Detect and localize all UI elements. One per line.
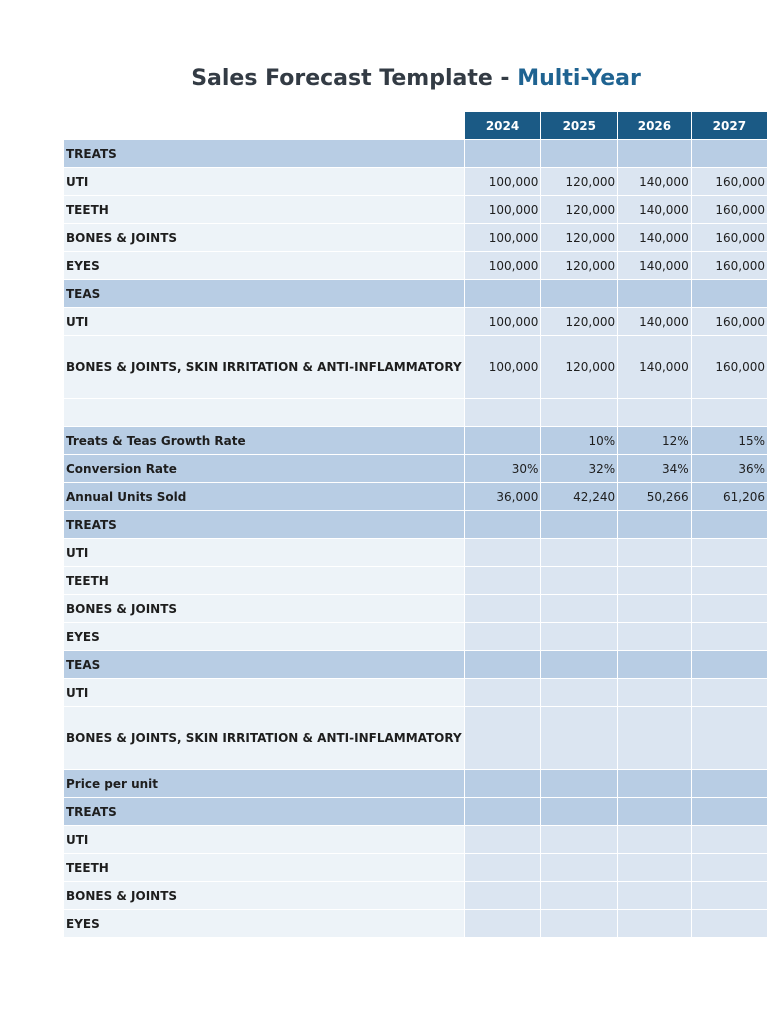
value-cell[interactable]: 36% xyxy=(691,455,767,483)
value-cell[interactable] xyxy=(464,707,541,770)
row-label-cell[interactable]: TREATS xyxy=(64,511,465,539)
value-cell[interactable] xyxy=(464,651,541,679)
value-cell[interactable] xyxy=(541,910,618,938)
row-label-cell[interactable]: EYES xyxy=(64,910,465,938)
table-row xyxy=(64,168,768,196)
value-cell[interactable]: 36,000 xyxy=(464,483,541,511)
year-header-cell[interactable]: 2025 xyxy=(541,112,618,140)
value-cell[interactable] xyxy=(691,826,767,854)
value-cell[interactable] xyxy=(464,679,541,707)
row-label-cell[interactable]: UTI xyxy=(64,679,465,707)
value-cell[interactable]: 160,000 xyxy=(691,336,767,399)
value-cell[interactable] xyxy=(618,140,692,168)
value-cell[interactable]: 100,000 xyxy=(464,168,541,196)
row-label-cell[interactable] xyxy=(64,399,465,427)
row-label-cell[interactable]: TEETH xyxy=(64,854,465,882)
value-cell[interactable] xyxy=(618,882,692,910)
value-cell[interactable]: 32% xyxy=(541,455,618,483)
table-row xyxy=(64,707,768,770)
table-row xyxy=(64,651,768,679)
value-cell[interactable] xyxy=(464,595,541,623)
table-row xyxy=(64,427,768,455)
table-row xyxy=(64,511,768,539)
value-cell[interactable] xyxy=(691,280,767,308)
value-cell[interactable] xyxy=(618,798,692,826)
value-cell[interactable]: 50,266 xyxy=(618,483,692,511)
value-cell[interactable]: 120,000 xyxy=(541,168,618,196)
value-cell[interactable]: 30% xyxy=(464,455,541,483)
value-cell[interactable]: 100,000 xyxy=(464,336,541,399)
value-cell[interactable] xyxy=(541,707,618,770)
year-header-row xyxy=(64,112,768,140)
value-cell[interactable] xyxy=(691,882,767,910)
table-row xyxy=(64,308,768,336)
value-cell[interactable] xyxy=(541,567,618,595)
value-cell[interactable] xyxy=(691,651,767,679)
value-cell[interactable]: 61,206 xyxy=(691,483,767,511)
value-cell[interactable] xyxy=(691,854,767,882)
value-cell[interactable] xyxy=(541,651,618,679)
row-label-cell[interactable]: TEETH xyxy=(64,567,465,595)
value-cell[interactable]: 100,000 xyxy=(464,252,541,280)
table-row xyxy=(64,280,768,308)
value-cell[interactable] xyxy=(541,539,618,567)
header-blank-cell xyxy=(64,112,465,140)
value-cell[interactable] xyxy=(464,882,541,910)
table-row xyxy=(64,196,768,224)
value-cell[interactable] xyxy=(464,280,541,308)
table-row xyxy=(64,910,768,938)
value-cell[interactable] xyxy=(464,427,541,455)
value-cell[interactable] xyxy=(541,140,618,168)
value-cell[interactable] xyxy=(464,623,541,651)
value-cell[interactable] xyxy=(691,595,767,623)
value-cell[interactable]: 140,000 xyxy=(618,224,692,252)
forecast-table-body xyxy=(64,112,768,938)
value-cell[interactable] xyxy=(464,798,541,826)
page-title xyxy=(0,66,768,91)
table-row xyxy=(64,595,768,623)
row-label-cell[interactable]: BONES & JOINTS xyxy=(64,224,465,252)
value-cell[interactable] xyxy=(464,910,541,938)
value-cell[interactable] xyxy=(541,882,618,910)
value-cell[interactable] xyxy=(541,511,618,539)
table-row xyxy=(64,798,768,826)
row-label-cell[interactable]: EYES xyxy=(64,623,465,651)
value-cell[interactable]: 100,000 xyxy=(464,196,541,224)
title-accent: Multi-Year xyxy=(517,66,641,91)
value-cell[interactable] xyxy=(464,854,541,882)
row-label-cell[interactable]: Treats & Teas Growth Rate xyxy=(64,427,465,455)
value-cell[interactable] xyxy=(691,140,767,168)
value-cell[interactable] xyxy=(691,910,767,938)
value-cell[interactable] xyxy=(691,399,767,427)
row-label-cell[interactable]: TEAS xyxy=(64,651,465,679)
table-row xyxy=(64,623,768,651)
value-cell[interactable] xyxy=(691,770,767,798)
row-label-cell[interactable]: UTI xyxy=(64,539,465,567)
value-cell[interactable]: 34% xyxy=(618,455,692,483)
value-cell[interactable]: 120,000 xyxy=(541,224,618,252)
table-row xyxy=(64,399,768,427)
row-label-cell[interactable]: BONES & JOINTS, SKIN IRRITATION & ANTI-INFLAMMATORY xyxy=(64,707,465,770)
value-cell[interactable]: 140,000 xyxy=(618,196,692,224)
row-label-cell[interactable]: BONES & JOINTS xyxy=(64,882,465,910)
row-label-cell[interactable]: EYES xyxy=(64,252,465,280)
value-cell[interactable] xyxy=(464,539,541,567)
value-cell[interactable] xyxy=(464,826,541,854)
value-cell[interactable] xyxy=(541,798,618,826)
row-label-cell[interactable]: TEETH xyxy=(64,196,465,224)
value-cell[interactable] xyxy=(618,826,692,854)
row-label-cell[interactable]: BONES & JOINTS, SKIN IRRITATION & ANTI-INFLAMMATORY xyxy=(64,336,465,399)
row-label-cell[interactable]: Price per unit xyxy=(64,770,465,798)
value-cell[interactable] xyxy=(618,539,692,567)
value-cell[interactable]: 100,000 xyxy=(464,308,541,336)
value-cell[interactable] xyxy=(541,623,618,651)
row-label-cell[interactable]: UTI xyxy=(64,826,465,854)
table-row xyxy=(64,483,768,511)
table-row xyxy=(64,455,768,483)
table-row xyxy=(64,770,768,798)
value-cell[interactable] xyxy=(464,770,541,798)
value-cell[interactable] xyxy=(464,140,541,168)
value-cell[interactable] xyxy=(541,854,618,882)
value-cell[interactable]: 140,000 xyxy=(618,252,692,280)
value-cell[interactable] xyxy=(618,399,692,427)
value-cell[interactable]: 140,000 xyxy=(618,168,692,196)
value-cell[interactable]: 160,000 xyxy=(691,224,767,252)
table-row xyxy=(64,224,768,252)
value-cell[interactable]: 140,000 xyxy=(618,336,692,399)
value-cell[interactable] xyxy=(691,798,767,826)
table-row xyxy=(64,539,768,567)
value-cell[interactable]: 160,000 xyxy=(691,168,767,196)
value-cell[interactable]: 42,240 xyxy=(541,483,618,511)
value-cell[interactable] xyxy=(541,770,618,798)
value-cell[interactable]: 120,000 xyxy=(541,308,618,336)
value-cell[interactable] xyxy=(618,910,692,938)
table-row xyxy=(64,140,768,168)
table-row xyxy=(64,252,768,280)
value-cell[interactable]: 140,000 xyxy=(618,308,692,336)
value-cell[interactable] xyxy=(618,567,692,595)
value-cell[interactable]: 120,000 xyxy=(541,252,618,280)
value-cell[interactable] xyxy=(691,567,767,595)
table-row xyxy=(64,679,768,707)
value-cell[interactable] xyxy=(618,511,692,539)
value-cell[interactable] xyxy=(541,399,618,427)
value-cell[interactable] xyxy=(464,511,541,539)
value-cell[interactable] xyxy=(691,511,767,539)
value-cell[interactable] xyxy=(464,567,541,595)
value-cell[interactable] xyxy=(691,679,767,707)
value-cell[interactable] xyxy=(541,280,618,308)
value-cell[interactable] xyxy=(618,595,692,623)
value-cell[interactable] xyxy=(464,399,541,427)
value-cell[interactable] xyxy=(618,280,692,308)
value-cell[interactable] xyxy=(541,595,618,623)
row-label-cell[interactable]: Annual Units Sold xyxy=(64,483,465,511)
value-cell[interactable] xyxy=(691,707,767,770)
row-label-cell[interactable]: UTI xyxy=(64,168,465,196)
value-cell[interactable] xyxy=(618,623,692,651)
value-cell[interactable] xyxy=(618,651,692,679)
value-cell[interactable]: 15% xyxy=(691,427,767,455)
value-cell[interactable]: 160,000 xyxy=(691,252,767,280)
value-cell[interactable] xyxy=(618,679,692,707)
table-row xyxy=(64,336,768,399)
row-label-cell[interactable]: TREATS xyxy=(64,140,465,168)
year-header-cell[interactable]: 2026 xyxy=(618,112,692,140)
value-cell[interactable] xyxy=(618,770,692,798)
forecast-table xyxy=(63,111,768,938)
value-cell[interactable] xyxy=(618,707,692,770)
table-row xyxy=(64,826,768,854)
row-label-cell[interactable]: TEAS xyxy=(64,280,465,308)
year-header-cell[interactable]: 2027 xyxy=(691,112,767,140)
title-main: Sales Forecast Template - xyxy=(191,66,518,91)
value-cell[interactable] xyxy=(618,854,692,882)
row-label-cell[interactable]: Conversion Rate xyxy=(64,455,465,483)
table-row xyxy=(64,854,768,882)
year-header-cell[interactable]: 2024 xyxy=(464,112,541,140)
value-cell[interactable]: 100,000 xyxy=(464,224,541,252)
value-cell[interactable]: 120,000 xyxy=(541,196,618,224)
table-row xyxy=(64,882,768,910)
value-cell[interactable] xyxy=(541,679,618,707)
value-cell[interactable]: 120,000 xyxy=(541,336,618,399)
table-row xyxy=(64,567,768,595)
value-cell[interactable] xyxy=(541,826,618,854)
value-cell[interactable]: 160,000 xyxy=(691,196,767,224)
value-cell[interactable]: 160,000 xyxy=(691,308,767,336)
row-label-cell[interactable]: TREATS xyxy=(64,798,465,826)
value-cell[interactable] xyxy=(691,623,767,651)
row-label-cell[interactable]: UTI xyxy=(64,308,465,336)
value-cell[interactable]: 12% xyxy=(618,427,692,455)
row-label-cell[interactable]: BONES & JOINTS xyxy=(64,595,465,623)
value-cell[interactable]: 10% xyxy=(541,427,618,455)
value-cell[interactable] xyxy=(691,539,767,567)
